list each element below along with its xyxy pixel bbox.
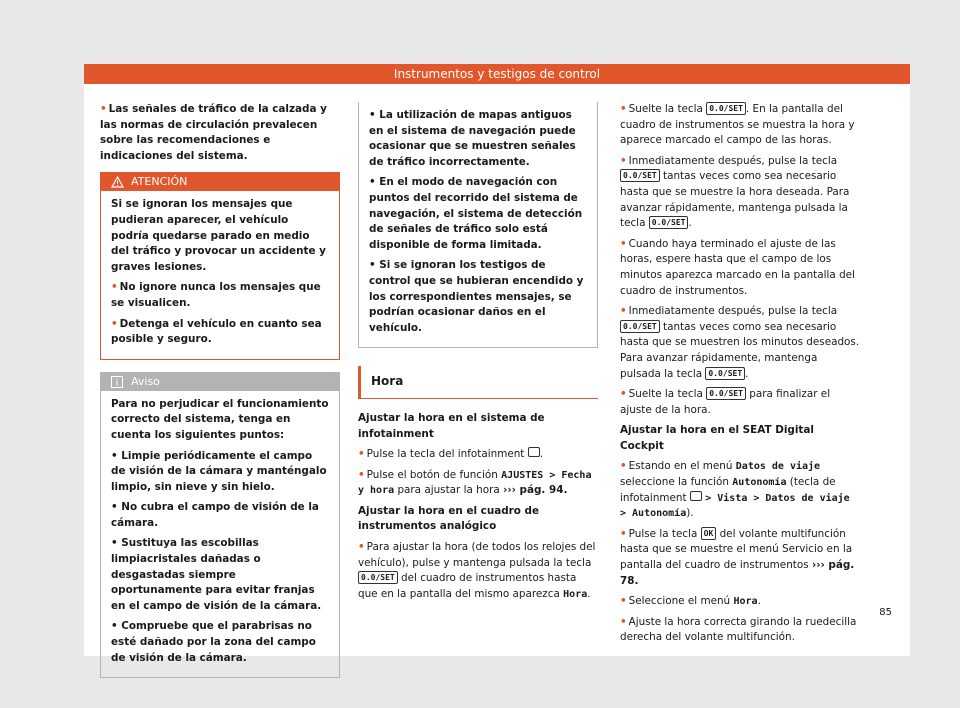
car-icon bbox=[528, 447, 540, 457]
warning-header bbox=[101, 173, 339, 191]
note-item: • La utilización de mapas antiguos en el sistema de navegación puede ocasionar que se muestren señales de tráfico incorrectamente. bbox=[369, 109, 576, 168]
warning-item: • No ignore nunca los mensajes que se visualicen. bbox=[111, 281, 321, 309]
list-item: • Suelte la tecla 0.0/SET para finalizar el ajuste de la hora. bbox=[620, 388, 831, 416]
note-item: • Limpie periódicamente el campo de visión de la cámara y manténgalo limpio, sin nieve y sin hielo. bbox=[111, 449, 327, 493]
set-key-icon: 0.0/SET bbox=[649, 216, 689, 229]
car-icon bbox=[690, 491, 702, 501]
set-key-icon: 0.0/SET bbox=[706, 387, 746, 400]
page-header: Instrumentos y testigos de control bbox=[84, 64, 910, 84]
section-title: Hora bbox=[358, 366, 598, 399]
warning-box bbox=[100, 172, 340, 359]
subheading: Ajustar la hora en el SEAT Digital Cockpit bbox=[620, 424, 814, 452]
list-item: • Pulse la tecla OK del volante multifunción hasta que se muestre el menú Servicio en la pantalla del cuadro de instrumentos ››› pág. 78. bbox=[620, 527, 855, 587]
subheading: Ajustar la hora en el cuadro de instrumentos analógico bbox=[358, 504, 540, 533]
note-continued-box bbox=[358, 102, 598, 348]
set-key-icon: 0.0/SET bbox=[358, 571, 398, 584]
page-reference[interactable]: ››› pág. 78. bbox=[620, 559, 855, 587]
note-title: Aviso bbox=[131, 374, 160, 388]
set-key-icon: 0.0/SET bbox=[706, 102, 746, 115]
list-item: • Inmediatamente después, pulse la tecla 0.0/SET tantas veces como sea necesario hasta que se muestren los minutos deseados. Para avanzar rápidamente, mantenga pulsada la tecla 0.0/SET . bbox=[620, 305, 860, 380]
set-key-icon: 0.0/SET bbox=[705, 367, 745, 380]
column-left bbox=[100, 102, 340, 678]
list-item: • Estando en el menú Datos de viaje seleccione la función Autonomía (tecla de infotainment > Vista > Datos de viaje > Autonomía). bbox=[620, 460, 850, 520]
set-key-icon: 0.0/SET bbox=[620, 320, 660, 333]
subheading: Ajustar la hora en el sistema de infotainment bbox=[358, 411, 545, 440]
intro-item: • Las señales de tráfico de la calzada y las normas de circulación prevalecen sobre las recomendaciones e indicaciones del sistema. bbox=[100, 103, 327, 162]
list-item: • Suelte la tecla 0.0/SET . En la pantalla del cuadro de instrumentos se muestra la hora y aparece marcado el campo de las horas. bbox=[620, 103, 855, 147]
warning-title: ATENCIÓN bbox=[131, 175, 188, 189]
note-item: • Compruebe que el parabrisas no esté dañado por la zona del campo de visión de la cámara. bbox=[111, 620, 316, 664]
column-middle bbox=[358, 102, 598, 607]
column-right bbox=[620, 102, 860, 651]
page-reference[interactable]: ››› pág. 94. bbox=[503, 484, 568, 497]
note-box bbox=[100, 372, 340, 679]
warning-item: • Detenga el vehículo en cuanto sea posible y seguro. bbox=[111, 317, 322, 346]
list-item: • Ajuste la hora correcta girando la ruedecilla derecha del volante multifunción. bbox=[620, 615, 857, 644]
note-item: • En el modo de navegación con puntos del recorrido del sistema de navegación, el sistema de detección de señales de tráfico solo está disponible de forma limitada. bbox=[369, 176, 583, 251]
list-item: • Seleccione el menú Hora. bbox=[620, 595, 761, 608]
note-item: • Sustituya las escobillas limpiacristales dañadas o desgastadas siempre oportunamente para evitar franjas en el campo de visión de la cámara. bbox=[111, 537, 322, 612]
list-item: • Inmediatamente después, pulse la tecla 0.0/SET tantas veces como sea necesario hasta que se muestre la hora deseada. Para avanzar rápidamente, mantenga pulsada la tecla 0.0/SET . bbox=[620, 154, 850, 230]
warning-triangle-icon bbox=[111, 176, 124, 188]
set-key-icon: 0.0/SET bbox=[620, 169, 660, 182]
list-item: • Pulse el botón de función AJUSTES > Fecha y hora para ajustar la hora ››› pág. 94. bbox=[358, 468, 592, 497]
list-item: • Para ajustar la hora (de todos los relojes del vehículo), pulse y mantenga pulsada la tecla 0.0/SET del cuadro de instrumentos hasta que en la pantalla del mismo aparezca Hora. bbox=[358, 541, 596, 600]
note-text: Para no perjudicar el funcionamiento correcto del sistema, tenga en cuenta los siguientes puntos: bbox=[111, 397, 329, 441]
page-number: 85 bbox=[879, 607, 892, 618]
info-icon bbox=[111, 376, 123, 388]
ok-key-icon: OK bbox=[701, 527, 717, 540]
note-header bbox=[101, 373, 339, 391]
note-item: • No cubra el campo de visión de la cámara. bbox=[111, 501, 319, 529]
manual-page bbox=[84, 64, 910, 664]
note-item: • Si se ignoran los testigos de control que se hubieran encendido y los correspondientes mensajes, se podrían ocasionar daños en el vehículo. bbox=[369, 259, 584, 334]
list-item: • Cuando haya terminado el ajuste de las horas, espere hasta que el campo de los minutos aparezca marcado en la pantalla del cuadro de instrumentos. bbox=[620, 237, 855, 297]
warning-text: Si se ignoran los mensajes que pudieran aparecer, el vehículo podría quedarse parado en medio del tráfico y provocar un accidente y graves lesiones. bbox=[111, 198, 326, 273]
list-item: • Pulse la tecla del infotainment . bbox=[358, 448, 543, 461]
